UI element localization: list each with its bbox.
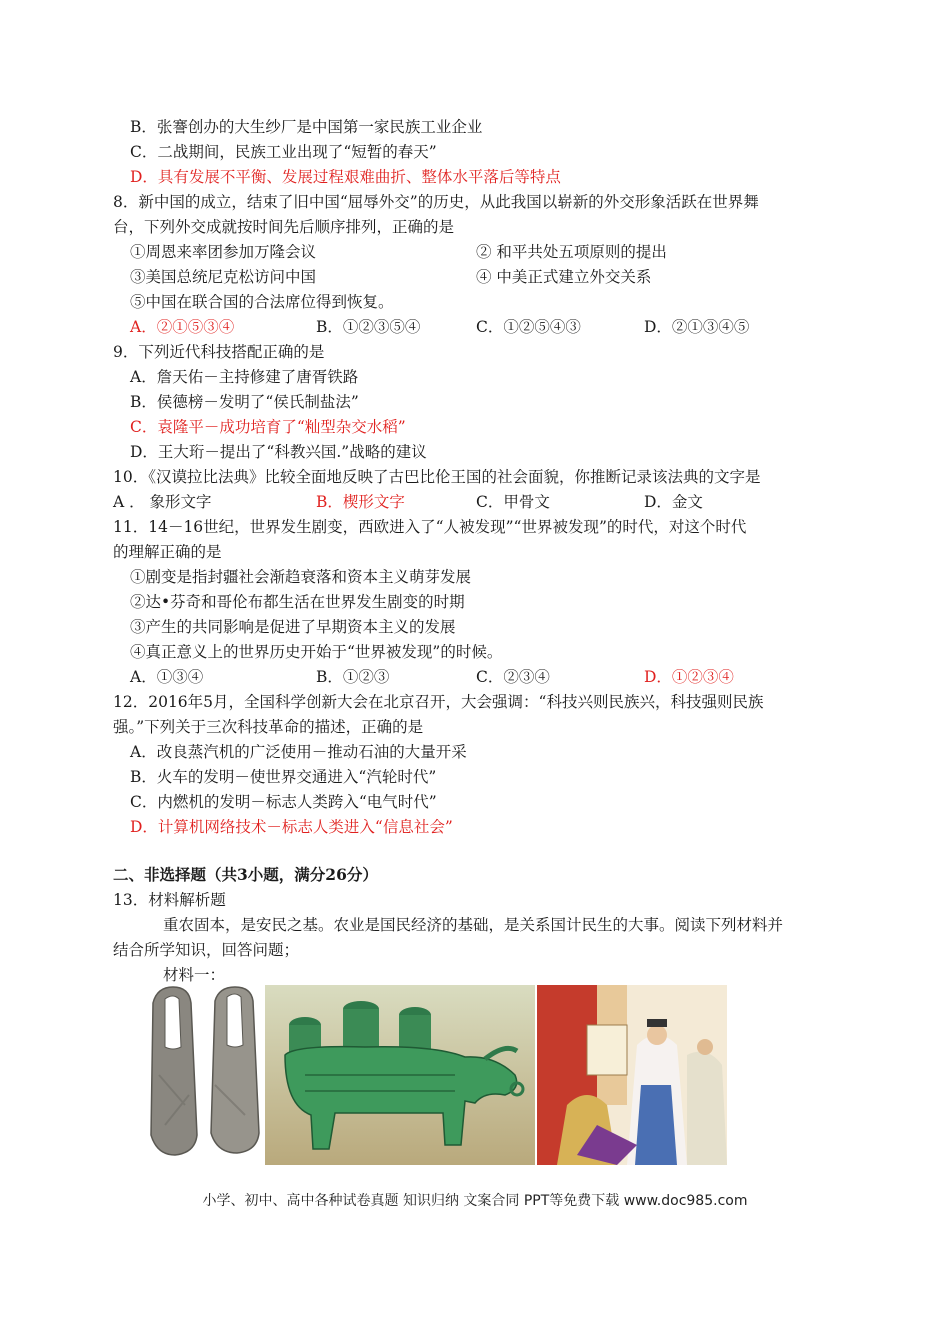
- q10-stem: 10．《汉谟拉比法典》比较全面地反映了古巴比伦王国的社会面貌，你推断记录该法典的文字是: [113, 468, 761, 486]
- q8-option-b: B．①②③⑤④: [316, 318, 421, 336]
- q8-stem-line2: 台，下列外交成就按时间先后顺序排列，正确的是: [113, 218, 455, 236]
- q12-option-d-answer: D．计算机网络技术－标志人类进入“信息社会”: [130, 818, 453, 836]
- q8-option-a-answer: A．②①⑤③④: [130, 318, 235, 336]
- q11-option-d-answer: D．①②③④: [644, 668, 734, 686]
- q7-option-b: B．张謇创办的大生纱厂是中国第一家民族工业企业: [130, 118, 483, 136]
- q13-title: 13．材料解析题: [113, 891, 226, 909]
- footer-download-notice: 小学、初中、高中各种试卷真题 知识归纳 文案合同 PPT等免费下载 www.doc985.com: [202, 1193, 748, 1209]
- q8-stem-line1: 8．新中国的成立，结束了旧中国“屈辱外交”的历史，从此我国以崭新的外交形象活跃在世界舞: [113, 193, 759, 211]
- q8-item-5: ⑤中国在联合国的合法席位得到恢复。: [130, 293, 394, 311]
- q7-option-d-answer: D．具有发展不平衡、发展过程艰难曲折、整体水平落后等特点: [130, 168, 561, 186]
- q12-stem-line2: 强。”下列关于三次科技革命的描述，正确的是: [113, 718, 424, 736]
- q9-option-d: D．王大珩－提出了“科教兴国.”战略的建议: [130, 443, 427, 461]
- historical-court-painting-image: [537, 985, 727, 1165]
- q9-option-c-answer: C．袁隆平－成功培育了“籼型杂交水稻”: [130, 418, 406, 436]
- q9-stem: 9．下列近代科技搭配正确的是: [113, 343, 325, 361]
- iron-farm-tools-image: [145, 985, 265, 1165]
- q12-option-a: A．改良蒸汽机的广泛使用－推动石油的大量开采: [130, 743, 467, 761]
- bronze-ox-vessel-image: [265, 985, 535, 1165]
- q12-option-c: C．内燃机的发明－标志人类跨入“电气时代”: [130, 793, 437, 811]
- q8-option-d: D．②①③④⑤: [644, 318, 750, 336]
- q11-stem-line2: 的理解正确的是: [113, 543, 222, 561]
- q8-item-4: ④ 中美正式建立外交关系: [476, 268, 652, 286]
- q8-item-2: ② 和平共处五项原则的提出: [476, 243, 667, 261]
- q11-item-2: ②达•芬奇和哥伦布都生活在世界发生剧变的时期: [130, 593, 465, 611]
- q11-item-4: ④真正意义上的世界历史开始于“世界被发现”的时候。: [130, 643, 503, 661]
- q10-option-c: C．甲骨文: [476, 493, 550, 511]
- q13-intro-line1: 重农固本，是安民之基。农业是国民经济的基础，是关系国计民生的大事。阅读下列材料并: [163, 916, 784, 934]
- material-1-label: 材料一：: [163, 966, 226, 984]
- q12-stem-line1: 12．2016年5月，全国科学创新大会在北京召开，大会强调：“科技兴则民族兴，科技强则民族: [113, 693, 764, 711]
- q12-option-b: B．火车的发明－使世界交通进入“汽轮时代”: [130, 768, 437, 786]
- q11-option-b: B．①②③: [316, 668, 390, 686]
- q11-option-c: C．②③④: [476, 668, 550, 686]
- q8-item-1: ①周恩来率团参加万隆会议: [130, 243, 317, 261]
- q8-item-3: ③美国总统尼克松访问中国: [130, 268, 317, 286]
- q10-option-a: A ． 象形文字: [113, 493, 212, 511]
- q11-option-a: A．①③④: [130, 668, 204, 686]
- q11-item-3: ③产生的共同影响是促进了早期资本主义的发展: [130, 618, 456, 636]
- q11-stem-line1: 11．14－16世纪，世界发生剧变，西欧进入了“人被发现”“世界被发现”的时代，对这个时代: [113, 518, 747, 536]
- q9-option-b: B．侯德榜－发明了“侯氏制盐法”: [130, 393, 359, 411]
- q11-item-1: ①剧变是指封疆社会渐趋衰落和资本主义萌芽发展: [130, 568, 472, 586]
- q7-option-c: C．二战期间，民族工业出现了“短暂的春天”: [130, 143, 437, 161]
- section2-title: 二、非选择题（共3小题，满分26分）: [113, 865, 378, 884]
- q9-option-a: A．詹天佑－主持修建了唐胥铁路: [130, 368, 359, 386]
- q10-option-d: D．金文: [644, 493, 703, 511]
- q13-intro-line2: 结合所学知识，回答问题；: [113, 941, 300, 959]
- q8-option-c: C．①②⑤④③: [476, 318, 581, 336]
- q10-option-b-answer: B．楔形文字: [316, 493, 405, 511]
